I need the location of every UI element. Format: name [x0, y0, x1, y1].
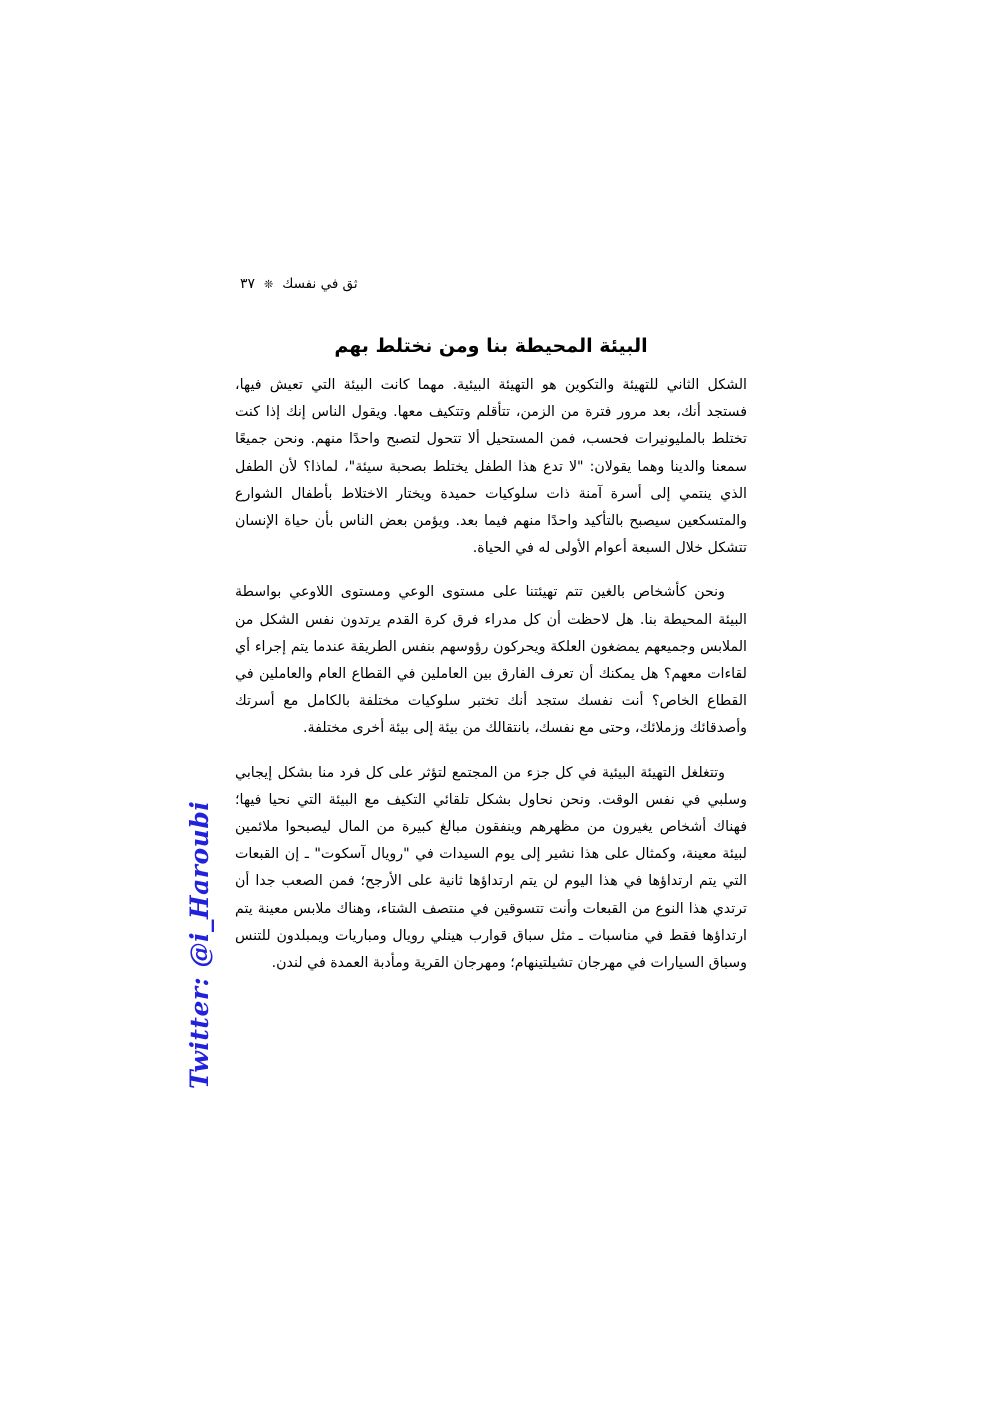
running-head-chapter-label: ثق في نفسك — [282, 276, 358, 292]
body-text-column — [235, 372, 747, 977]
watermark-twitter-handle: Twitter: @i_Haroubi — [185, 800, 214, 1089]
paragraph-1: الشكل الثاني للتهيئة والتكوين هو التهيئة البيئية. مهما كانت البيئة التي تعيش فيها، فستجد أنك، بعد مرور فترة من الزمن، تتأقلم وتتكيف معها. ويقول الناس إنك إذا كنت تختلط بالمليونيرات فحسب، فمن المستحيل ألا تتحول لتصبح واحدًا منهم. ونحن جميعًا سمعنا والدينا وهما يقولان: "لا تدع هذا الطفل يختلط بصحبة سيئة"، لماذا؟ لأن الطفل الذي ينتمي إلى أسرة آمنة ذات سلوكيات حميدة ويختار الاختلاط بأطفال الشوارع والمتسكعين سيصبح بالتأكيد واحدًا منهم فيما بعد. ويؤمن بعض الناس بأن حياة الإنسان تتشكل خلال السبعة أعوام الأولى له في الحياة. — [235, 377, 747, 557]
page-number: ٣٧ — [240, 276, 256, 292]
running-head-inner — [240, 276, 358, 292]
running-head — [0, 276, 992, 292]
page-title: البيئة المحيطة بنا ومن نختلط بهم — [334, 334, 648, 357]
paragraph-2: ونحن كأشخاص بالغين تتم تهيئتنا على مستوى الوعي ومستوى اللاوعي بواسطة البيئة المحيطة بنا. هل لاحظت أن كل مدراء فرق كرة القدم يرتدون نفس الشكل من الملابس وجميعهم يمضغون العلكة ويحركون رؤوسهم بنفس الطريقة عندما يتم إجراء أي لقاءات معهم؟ هل يمكنك أن تعرف الفارق بين العاملين في القطاع العام والعاملين في القطاع الخاص؟ أنت نفسك ستجد أنك تختبر سلوكيات مختلفة بالكامل مع أسرتك وأصدقائك وزملائك، وحتى مع نفسك، بانتقالك من بيئة إلى بيئة أخرى مختلفة. — [235, 584, 747, 737]
flower-ornament-icon: ❊ — [264, 277, 274, 291]
paragraph-3: وتتغلغل التهيئة البيئية في كل جزء من المجتمع لتؤثر على كل فرد منا بشكل إيجابي وسلبي في نفس الوقت. ونحن نحاول بشكل تلقائي التكيف مع البيئة التي نحيا فيها؛ فهناك أشخاص يغيرون من مظهرهم وينفقون مبالغ كبيرة من المال ليصبحوا ملائمين لبيئة معينة، وكمثال على هذا نشير إلى يوم السيدات في "رويال آسكوت" ـ إن القبعات التي يتم ارتداؤها في هذا اليوم لن يتم ارتداؤها ثانية على الأرجح؛ فمن الصعب جدا أن ترتدي هذا النوع من القبعات وأنت تتسوقين في منتصف الشتاء، وهناك ملابس معينة يتم ارتداؤها فقط في مناسبات ـ مثل سباق قوارب هينلي رويال ومباريات ويمبلدون للتنس وسباق السيارات في مهرجان تشيلتينهام؛ ومهرجان القرية ومأدبة العمدة في لندن. — [235, 764, 747, 972]
